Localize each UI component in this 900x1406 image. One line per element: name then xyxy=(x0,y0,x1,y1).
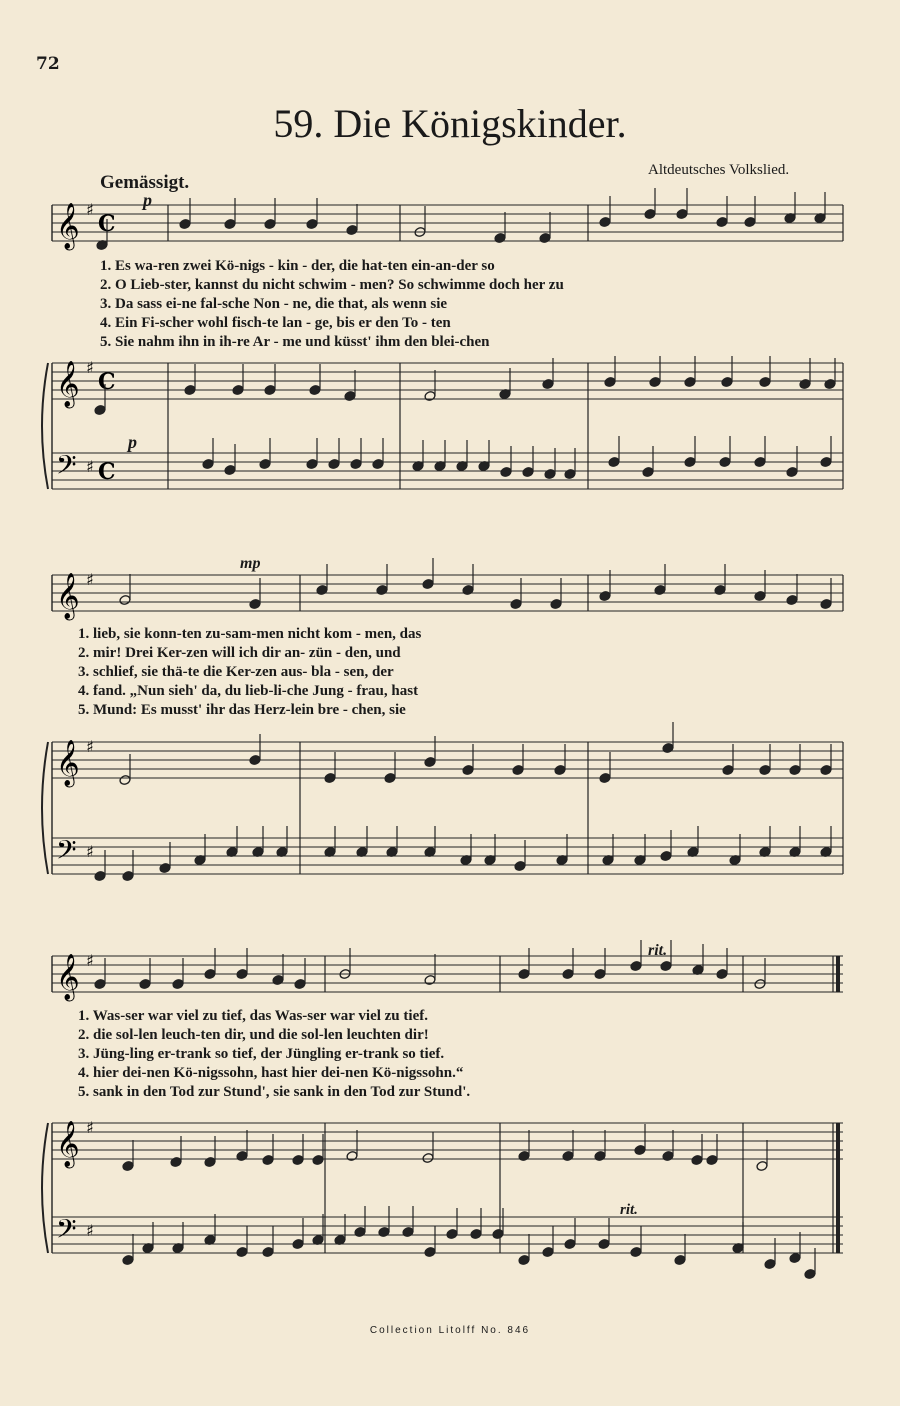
bass-note xyxy=(492,1229,504,1240)
verse-line: 1. lieb, sie konn-ten zu-sam-men nicht kom - men, das xyxy=(78,626,422,642)
bass-note xyxy=(684,457,696,468)
bass-note xyxy=(122,871,134,882)
key-signature-sharp: ♯ xyxy=(86,737,94,756)
bass-note xyxy=(642,467,654,478)
bass-note xyxy=(236,1247,248,1258)
bass-clef: 𝄢 xyxy=(56,449,77,487)
verse-block xyxy=(100,258,564,353)
treble-note xyxy=(94,405,106,416)
key-signature-sharp: ♯ xyxy=(86,1221,94,1240)
verse-line: 2. die sol-len leuch-ten dir, und die sol-len leuchten dir! xyxy=(78,1027,429,1043)
treble-note xyxy=(634,1145,646,1156)
treble-note xyxy=(542,379,554,390)
treble-note xyxy=(662,1151,674,1162)
treble-note xyxy=(264,385,276,396)
treble-note xyxy=(384,773,396,784)
verse-line: 1. Was-ser war viel zu tief, das Was-ser war viel zu tief. xyxy=(78,1008,428,1024)
treble-note xyxy=(691,1155,703,1166)
treble-note xyxy=(346,1151,358,1162)
voice-note xyxy=(820,599,832,610)
treble-note xyxy=(649,377,661,388)
voice-note xyxy=(236,969,248,980)
verse-line: 2. O Lieb-ster, kannst du nicht schwim - men? So schwimme doch her zu xyxy=(100,277,564,293)
treble-note xyxy=(820,765,832,776)
bass-note xyxy=(262,1247,274,1258)
bass-note xyxy=(350,459,362,470)
treble-note xyxy=(722,765,734,776)
common-time-signature: C xyxy=(98,459,116,485)
treble-note xyxy=(422,1153,434,1164)
key-signature-sharp: ♯ xyxy=(86,1118,94,1137)
voice-note xyxy=(494,233,506,244)
voice-note xyxy=(94,979,106,990)
voice-note xyxy=(306,219,318,230)
bass-note xyxy=(789,1253,801,1264)
bass-note xyxy=(608,457,620,468)
bass-note xyxy=(446,1229,458,1240)
song-title: 59. Die Königskinder. xyxy=(273,101,627,146)
voice-note xyxy=(518,969,530,980)
treble-note xyxy=(684,377,696,388)
bass-clef: 𝄢 xyxy=(56,1213,77,1251)
treble-note xyxy=(184,385,196,396)
verse-line: 5. Sie nahm ihn in ih-re Ar - me und küsst' ihm den blei-chen xyxy=(100,334,490,350)
voice-note xyxy=(139,979,151,990)
voice-note xyxy=(716,969,728,980)
voice-note xyxy=(272,975,284,986)
ritardando-piano: rit. xyxy=(620,1202,638,1218)
bass-note xyxy=(764,1259,776,1270)
treble-note xyxy=(759,377,771,388)
bass-note xyxy=(544,469,556,480)
bass-note xyxy=(630,1247,642,1258)
bass-note xyxy=(354,1227,366,1238)
treble-note xyxy=(236,1151,248,1162)
voice-note xyxy=(249,599,261,610)
bass-note xyxy=(522,467,534,478)
treble-clef: 𝄞 xyxy=(56,361,80,407)
bass-note xyxy=(224,465,236,476)
composer-attribution: Altdeutsches Volkslied. xyxy=(648,162,790,178)
voice-note xyxy=(754,591,766,602)
page-number: 72 xyxy=(36,54,60,74)
bass-note xyxy=(542,1247,554,1258)
key-signature-sharp: ♯ xyxy=(86,570,94,589)
dynamic-mezzopiano: mp xyxy=(240,555,261,572)
voice-note xyxy=(376,585,388,596)
voice-note xyxy=(179,219,191,230)
verse-line: 4. fand. „Nun sieh' da, du lieb-li-che Jung - frau, hast xyxy=(78,683,419,699)
treble-note xyxy=(789,765,801,776)
verse-line: 4. Ein Fi-scher wohl fisch-te lan - ge, bis er den To - ten xyxy=(100,315,451,331)
bass-note xyxy=(786,467,798,478)
verse-line: 3. Jüng-ling er-trank so tief, der Jüngling er-trank so tief. xyxy=(78,1046,445,1062)
treble-note xyxy=(204,1157,216,1168)
treble-note xyxy=(721,377,733,388)
publisher-footer: Collection Litolff No. 846 xyxy=(369,1325,531,1336)
treble-note xyxy=(312,1155,324,1166)
bass-note xyxy=(259,459,271,470)
bass-note xyxy=(820,457,832,468)
voice-note xyxy=(422,579,434,590)
dynamic-piano-accomp: p xyxy=(128,432,137,452)
voice-note xyxy=(599,591,611,602)
bass-note xyxy=(159,863,171,874)
treble-note xyxy=(594,1151,606,1162)
voice-note xyxy=(630,961,642,972)
verse-line: 1. Es wa-ren zwei Kö-nigs - kin - der, die hat-ten ein-an-der so xyxy=(100,258,495,274)
tempo-marking: Gemässigt. xyxy=(100,172,190,193)
voice-note xyxy=(716,217,728,228)
bass-note xyxy=(424,1247,436,1258)
key-signature-sharp: ♯ xyxy=(86,200,94,219)
key-signature-sharp: ♯ xyxy=(86,358,94,377)
voice-note xyxy=(172,979,184,990)
voice-note xyxy=(462,585,474,596)
ritardando-voice: rit. xyxy=(648,942,668,959)
treble-note xyxy=(424,391,436,402)
treble-note xyxy=(554,765,566,776)
verse-line: 2. mir! Drei Ker-zen will ich dir an- zün - den, und xyxy=(78,645,401,661)
treble-note xyxy=(599,773,611,784)
voice-note xyxy=(562,969,574,980)
treble-clef: 𝄞 xyxy=(56,954,80,1000)
key-signature-sharp: ♯ xyxy=(86,951,94,970)
bass-note xyxy=(754,457,766,468)
verse-line: 3. Da sass ei-ne fal-sche Non - ne, die that, als wenn sie xyxy=(100,296,448,312)
treble-note xyxy=(512,765,524,776)
common-time-signature: C xyxy=(98,211,116,237)
key-signature-sharp: ♯ xyxy=(86,457,94,476)
bass-note xyxy=(402,1227,414,1238)
voice-note xyxy=(599,217,611,228)
verse-block xyxy=(78,626,421,721)
grand-staff-brace xyxy=(42,742,48,874)
verse-line: 5. sank in den Tod zur Stund', sie sank in den Tod zur Stund'. xyxy=(78,1084,471,1100)
voice-note xyxy=(119,595,131,606)
bass-note xyxy=(518,1255,530,1266)
bass-note xyxy=(674,1255,686,1266)
bass-note xyxy=(328,459,340,470)
bass-clef: 𝄢 xyxy=(56,834,77,872)
bass-note xyxy=(564,1239,576,1250)
voice-note xyxy=(346,225,358,236)
voice-note xyxy=(654,585,666,596)
bass-note xyxy=(470,1229,482,1240)
voice-note xyxy=(224,219,236,230)
verse-line: 5. Mund: Es musst' ihr das Herz-lein bre - chen, sie xyxy=(78,702,406,718)
voice-note xyxy=(786,595,798,606)
verse-line: 4. hier dei-nen Kö-nigssohn, hast hier dei-nen Kö-nigssohn.“ xyxy=(78,1065,464,1081)
treble-note xyxy=(324,773,336,784)
bass-note xyxy=(94,871,106,882)
treble-note xyxy=(309,385,321,396)
treble-note xyxy=(662,743,674,754)
treble-note xyxy=(170,1157,182,1168)
bass-note xyxy=(598,1239,610,1250)
voice-note xyxy=(594,969,606,980)
voice-note xyxy=(754,979,766,990)
treble-note xyxy=(824,379,836,390)
bass-note xyxy=(804,1269,816,1280)
bass-note xyxy=(564,469,576,480)
treble-note xyxy=(119,775,131,786)
treble-note xyxy=(518,1151,530,1162)
treble-note xyxy=(344,391,356,402)
treble-note xyxy=(759,765,771,776)
voice-note xyxy=(744,217,756,228)
voice-note xyxy=(714,585,726,596)
bass-note xyxy=(500,467,512,478)
treble-clef: 𝄞 xyxy=(56,573,80,619)
voice-note xyxy=(316,585,328,596)
bass-note xyxy=(660,851,672,862)
bass-note xyxy=(372,459,384,470)
treble-note xyxy=(462,765,474,776)
treble-note xyxy=(562,1151,574,1162)
treble-clef: 𝄞 xyxy=(56,740,80,786)
treble-note xyxy=(706,1155,718,1166)
bass-note xyxy=(292,1239,304,1250)
treble-note xyxy=(122,1161,134,1172)
voice-note xyxy=(424,975,436,986)
key-signature-sharp: ♯ xyxy=(86,842,94,861)
voice-note xyxy=(510,599,522,610)
treble-clef: 𝄞 xyxy=(56,203,80,249)
treble-note xyxy=(799,379,811,390)
bass-note xyxy=(306,459,318,470)
grand-staff-brace xyxy=(42,363,48,489)
treble-clef: 𝄞 xyxy=(56,1121,80,1167)
treble-note xyxy=(262,1155,274,1166)
bass-note xyxy=(719,457,731,468)
voice-note xyxy=(660,961,672,972)
treble-note xyxy=(424,757,436,768)
voice-note xyxy=(294,979,306,990)
verse-block xyxy=(78,1008,470,1103)
voice-note xyxy=(644,209,656,220)
voice-note xyxy=(676,209,688,220)
voice-note xyxy=(539,233,551,244)
bass-note xyxy=(378,1227,390,1238)
bass-note xyxy=(202,459,214,470)
voice-note xyxy=(550,599,562,610)
treble-note xyxy=(292,1155,304,1166)
dynamic-piano-voice: p xyxy=(143,190,152,210)
voice-note xyxy=(204,969,216,980)
bass-note xyxy=(514,861,526,872)
verse-line: 3. schlief, sie thä-te die Ker-zen aus- bla - sen, der xyxy=(78,664,394,680)
treble-note xyxy=(249,755,261,766)
grand-staff-brace xyxy=(42,1123,48,1253)
treble-note xyxy=(232,385,244,396)
treble-note xyxy=(604,377,616,388)
treble-note xyxy=(756,1161,768,1172)
voice-note xyxy=(264,219,276,230)
bass-note xyxy=(122,1255,134,1266)
common-time-signature: C xyxy=(98,369,116,395)
